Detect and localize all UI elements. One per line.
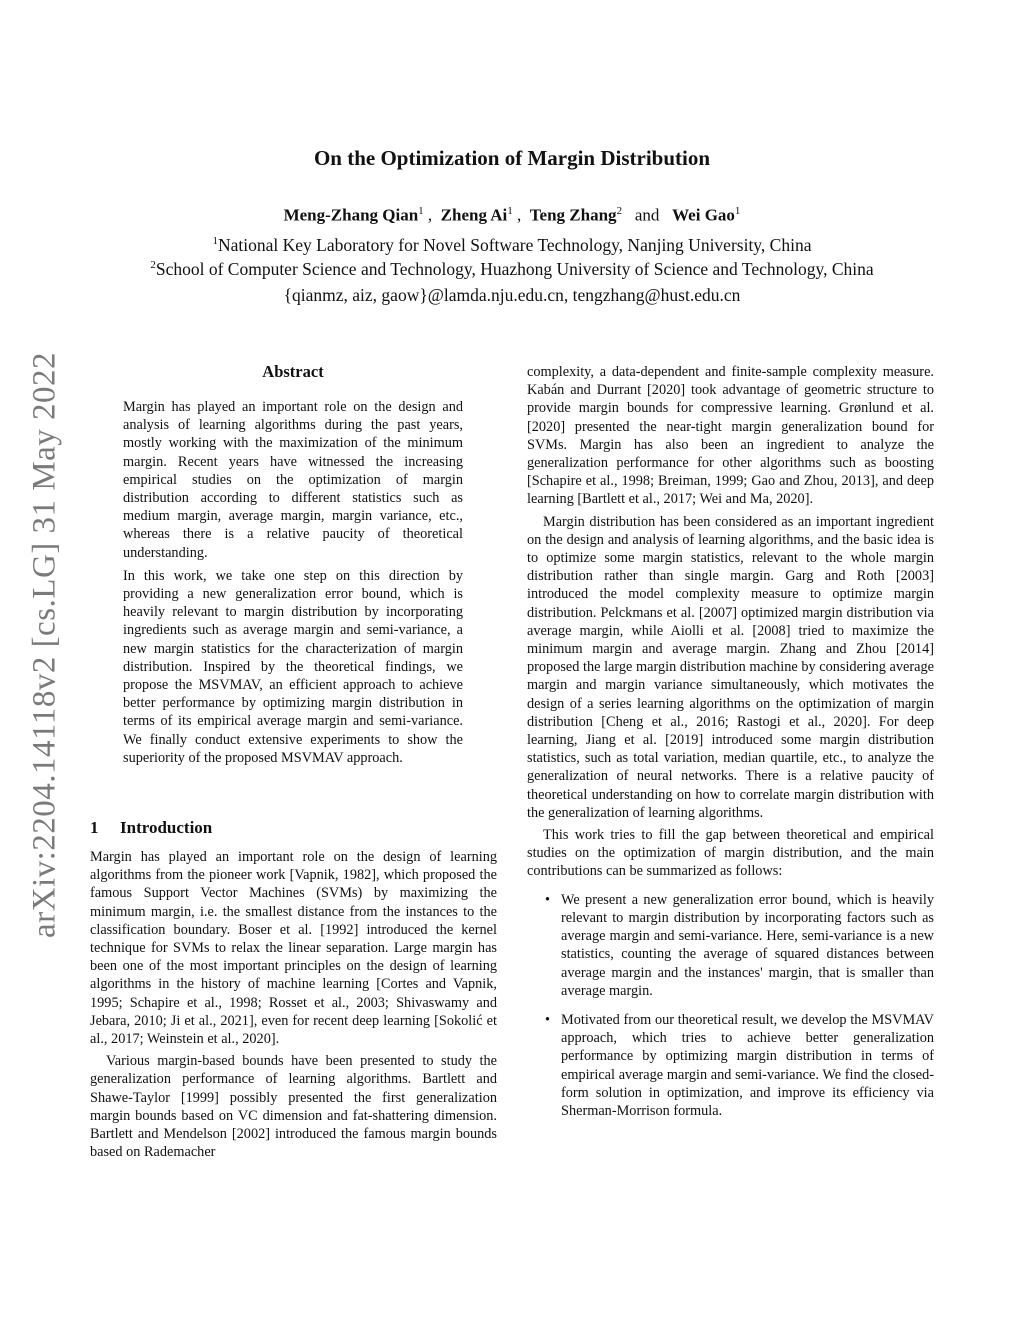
body-paragraph: Various margin-based bounds have been presented to study the generalization performance of learning algorithms. Bartlett and Shawe-Taylor [1999] possibly presented the first generalization margin bounds based on VC dimension and fat-shattering dimension. Bartlett and Mendelson [2002] introduced the famous margin bounds based on Rademacher <box>90 1053 497 1161</box>
author-separator: , <box>427 205 433 225</box>
author-and: and <box>634 205 660 225</box>
body-paragraph: This work tries to fill the gap between theoretical and empirical studies on the optimization of margin distribution, and the main contributions can be summarized as follows: <box>527 827 934 880</box>
author-name: Teng Zhang <box>529 205 617 225</box>
affil-mark: 1 <box>507 205 513 217</box>
paper-title: On the Optimization of Margin Distribution <box>313 146 711 170</box>
abstract-paragraph: Margin has played an important role on the design and analysis of learning algorithms during the past years, mostly working with the maximization of the minimum margin. Recent years have witnessed the increasing empirical studies on the optimization of margin distribution according to different statistics such as medium margin, average margin, margin variance, etc., whereas there is a relative paucity of theoretical understanding. <box>123 399 463 561</box>
contribution-item: • Motivated from our theoretical result, we develop the MSVMAV approach, which tries to achieve better generalization performance by optimizing margin distribution in terms of empirical average margin and semi-variance. We find the closed-form solution in optimization, and improve its efficiency via Sherman-Morrison formula. <box>527 1011 934 1120</box>
section-title: Introduction <box>120 818 213 837</box>
abstract-heading: Abstract <box>262 362 324 381</box>
body-paragraph: complexity, a data-dependent and finite-sample complexity measure. Kabán and Durrant [2020] took advantage of geometric structure to provide margin bounds for compressive learning. Grønlund et al. [2020] presented the near-tight margin generalization bound for SVMs. Margin has also been an ingredient to analyze the generalization performance for other algorithms such as boosting [Schapire et al., 1998; Breiman, 1999; Gao and Zhou, 2013], and deep learning [Bartlett et al., 2017; Wei and Ma, 2020]. <box>527 364 934 508</box>
contribution-item: • We present a new generalization error bound, which is heavily relevant to margin distribution by incorporating factors such as average margin and semi-variance. Here, semi-variance is a new statistics, counting the average of squared distances between average margin and the instances' margin, that is smaller than average margin. <box>527 891 934 1000</box>
abstract-paragraph: In this work, we take one step on this direction by providing a new generalization error bound, which is heavily relevant to margin distribution by incorporating ingredients such as average margin and semi-variance, a new margin statistics for the characterization of margin distribution. Inspired by the theoretical findings, we propose the MSVMAV, an efficient approach to achieve better performance by optimizing margin distribution in terms of its empirical average margin and semi-variance. We finally conduct extensive experiments to show the superiority of the proposed MSVMAV approach. <box>123 567 463 766</box>
right-column-body <box>527 363 934 1131</box>
affil-mark: 2 <box>150 259 156 272</box>
affil-mark: 1 <box>212 235 219 248</box>
affiliation-2 <box>0 259 1024 280</box>
intro-body <box>90 848 497 1161</box>
author-name: Wei Gao <box>672 205 735 225</box>
affiliation-text: National Key Laboratory for Novel Software Technology, Nanjing University, China <box>218 235 812 255</box>
affiliation-text: School of Computer Science and Technology, Huazhong University of Science and Technology, China <box>155 259 874 279</box>
affiliation-1 <box>0 235 1024 256</box>
section-heading <box>90 818 212 838</box>
author-separator: , <box>517 205 522 225</box>
arxiv-identifier: arXiv:2204.14118v2 [cs.LG] 31 May 2022 <box>26 351 63 939</box>
abstract-body <box>123 398 463 767</box>
affil-mark: 2 <box>616 205 623 217</box>
author-list <box>0 205 1024 226</box>
contribution-list <box>527 891 934 1120</box>
affil-mark: 1 <box>418 205 424 217</box>
section-number: 1 <box>90 818 99 837</box>
affil-mark: 1 <box>734 205 741 217</box>
body-paragraph: Margin distribution has been considered as an important ingredient on the design and analysis of learning algorithms, and the basic idea is to optimize some margin statistics, relevant to the whole margin distribution rather than single margin. Garg and Roth [2003] introduced the model complexity measure to optimize margin distribution. Pelckmans et al. [2007] optimized margin distribution via average margin, while Aiolli et al. [2008] tried to maximize the minimum margin and average margin. Zhang and Zhou [2014] proposed the large margin distribution machine by considering average margin and margin variance simultaneously, which motivates the design of a series learning algorithms on the optimization of margin distribution [Cheng et al., 2016; Rastogi et al., 2020]. For deep learning, Jiang et al. [2019] introduced some margin distribution statistics, such as total variation, median quartile, etc., to analyze the generalization of neural networks. There is a relative paucity of theoretical understanding on how to correlate margin distribution with the generalization of learning algorithms. <box>527 513 934 821</box>
author-name: Zheng Ai <box>440 205 508 225</box>
author-name: Meng-Zhang Qian <box>283 205 419 225</box>
body-paragraph: Margin has played an important role on the design of learning algorithms from the pioneer work [Vapnik, 1982], which proposed the famous Support Vector Machines (SVMs) by maximizing the minimum margin, i.e. the smallest distance from the instances to the classification boundary. Boser et al. [1992] introduced the kernel technique for SVMs to relax the linear separation. Large margin has been one of the most important principles on the design of learning algorithms in the history of machine learning [Cortes and Vapnik, 1995; Schapire et al., 1998; Rosset et al., 2003; Shivaswamy and Jebara, 2010; Ji et al., 2021], even for recent deep learning [Sokolić et al., 2017; Weinstein et al., 2020]. <box>90 849 497 1048</box>
author-emails: {qianmz, aiz, gaow}@lamda.nju.edu.cn, tengzhang@hust.edu.cn <box>283 285 741 305</box>
